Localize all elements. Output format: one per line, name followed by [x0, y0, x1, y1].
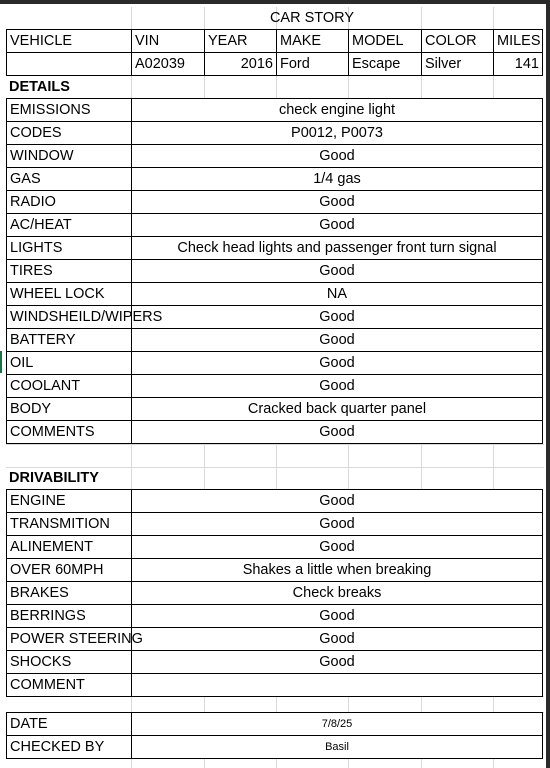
drivability-row-label[interactable]: BRAKES: [6, 581, 132, 605]
gridline: [348, 696, 349, 712]
gridline: [493, 759, 494, 768]
gridline: [493, 444, 494, 467]
details-row-value[interactable]: Good: [131, 305, 543, 329]
details-row-label[interactable]: EMISSIONS: [6, 98, 132, 122]
details-row-value[interactable]: Good: [131, 144, 543, 168]
details-row-label[interactable]: COMMENTS: [6, 420, 132, 444]
drivability-row-label[interactable]: COMMENT: [6, 673, 132, 697]
details-row-value[interactable]: Good: [131, 213, 543, 237]
gridline: [276, 76, 277, 98]
gridline: [493, 467, 494, 489]
details-row-label[interactable]: OIL: [6, 351, 132, 375]
gridline: [348, 467, 349, 489]
gridline: [6, 444, 544, 445]
details-row-label[interactable]: WHEEL LOCK: [6, 282, 132, 306]
gridline: [204, 7, 205, 29]
drivability-row-label[interactable]: SHOCKS: [6, 650, 132, 674]
sheet-title[interactable]: CAR STORY: [269, 9, 355, 26]
make-header[interactable]: MAKE: [276, 29, 349, 53]
gridline: [493, 7, 494, 29]
details-row-label[interactable]: AC/HEAT: [6, 213, 132, 237]
details-row-value[interactable]: Good: [131, 374, 543, 398]
details-row-label[interactable]: BODY: [6, 397, 132, 421]
gridline: [348, 76, 349, 98]
model-header[interactable]: MODEL: [348, 29, 422, 53]
details-row-label[interactable]: BATTERY: [6, 328, 132, 352]
gridline: [204, 467, 205, 489]
year-value[interactable]: 2016: [204, 52, 277, 76]
details-row-value[interactable]: Good: [131, 190, 543, 214]
window-right-edge: [546, 0, 550, 768]
gridline: [204, 444, 205, 467]
drivability-heading[interactable]: DRIVABILITY: [9, 469, 99, 486]
drivability-row-value[interactable]: Good: [131, 489, 543, 513]
details-row-value[interactable]: Good: [131, 328, 543, 352]
details-row-label[interactable]: LIGHTS: [6, 236, 132, 260]
date-label[interactable]: DATE: [6, 712, 132, 736]
gridline: [276, 759, 277, 768]
details-heading[interactable]: DETAILS: [9, 78, 70, 95]
gridline: [493, 76, 494, 98]
drivability-row-label[interactable]: BERRINGS: [6, 604, 132, 628]
details-row-value[interactable]: Good: [131, 259, 543, 283]
details-row-label[interactable]: GAS: [6, 167, 132, 191]
checked-by-label[interactable]: CHECKED BY: [6, 735, 132, 759]
details-row-value[interactable]: P0012, P0073: [131, 121, 543, 145]
details-row-label[interactable]: WINDOW: [6, 144, 132, 168]
gridline: [276, 444, 277, 467]
drivability-row-value[interactable]: Good: [131, 604, 543, 628]
gridline: [204, 76, 205, 98]
gridline: [421, 696, 422, 712]
details-row-value[interactable]: check engine light: [131, 98, 543, 122]
gridline: [421, 467, 422, 489]
gridline: [131, 7, 132, 29]
gridline: [276, 696, 277, 712]
gridline: [131, 444, 132, 467]
details-row-label[interactable]: WINDSHEILD/WIPERS: [6, 305, 132, 329]
gridline: [493, 696, 494, 712]
miles-header[interactable]: MILES: [493, 29, 543, 53]
gridline: [421, 76, 422, 98]
details-row-value[interactable]: Check head lights and passenger front turn signal: [131, 236, 543, 260]
drivability-row-label[interactable]: ALINEMENT: [6, 535, 132, 559]
drivability-row-label[interactable]: OVER 60MPH: [6, 558, 132, 582]
details-row-value[interactable]: Good: [131, 420, 543, 444]
gridline: [421, 444, 422, 467]
drivability-row-label[interactable]: POWER STEERING: [6, 627, 132, 651]
gridline: [276, 467, 277, 489]
drivability-row-value[interactable]: Good: [131, 627, 543, 651]
details-row-value[interactable]: Good: [131, 351, 543, 375]
details-row-value[interactable]: 1/4 gas: [131, 167, 543, 191]
year-header[interactable]: YEAR: [204, 29, 277, 53]
details-row-label[interactable]: TIRES: [6, 259, 132, 283]
details-row-label[interactable]: RADIO: [6, 190, 132, 214]
miles-value[interactable]: 141: [493, 52, 543, 76]
gridline: [131, 759, 132, 768]
drivability-row-value[interactable]: Shakes a little when breaking: [131, 558, 543, 582]
gridline: [348, 759, 349, 768]
drivability-row-value[interactable]: [131, 673, 543, 697]
vin-header[interactable]: VIN: [131, 29, 205, 53]
gridline: [204, 696, 205, 712]
checked-by-value[interactable]: Basil: [131, 735, 543, 759]
color-value[interactable]: Silver: [421, 52, 494, 76]
drivability-row-value[interactable]: Good: [131, 535, 543, 559]
details-row-label[interactable]: CODES: [6, 121, 132, 145]
drivability-row-label[interactable]: ENGINE: [6, 489, 132, 513]
vehicle-label[interactable]: VEHICLE: [6, 29, 132, 53]
gridline: [131, 696, 132, 712]
color-header[interactable]: COLOR: [421, 29, 494, 53]
drivability-row-value[interactable]: Good: [131, 650, 543, 674]
details-row-label[interactable]: COOLANT: [6, 374, 132, 398]
window-top-edge: [0, 0, 550, 4]
active-cell-indicator: [0, 351, 2, 373]
model-value[interactable]: Escape: [348, 52, 422, 76]
details-row-value[interactable]: NA: [131, 282, 543, 306]
date-value[interactable]: 7/8/25: [131, 712, 543, 736]
gridline: [421, 7, 422, 29]
gridline: [421, 759, 422, 768]
gridline: [204, 759, 205, 768]
details-row-value[interactable]: Cracked back quarter panel: [131, 397, 543, 421]
drivability-row-label[interactable]: TRANSMITION: [6, 512, 132, 536]
gridline: [348, 444, 349, 467]
vehicle-blank-cell[interactable]: [6, 52, 132, 76]
drivability-row-value[interactable]: Check breaks: [131, 581, 543, 605]
make-value[interactable]: Ford: [276, 52, 349, 76]
vin-value[interactable]: A02039: [131, 52, 205, 76]
drivability-row-value[interactable]: Good: [131, 512, 543, 536]
